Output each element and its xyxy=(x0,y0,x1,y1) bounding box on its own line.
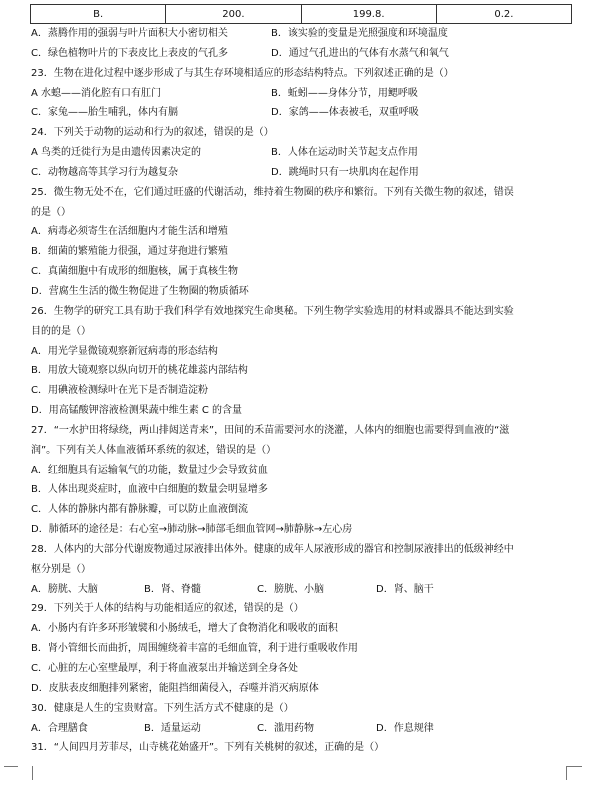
option-b: D．通过气孔进出的气体有水蒸气和氧气 xyxy=(271,47,449,59)
text-line: A．用光学显微镜观察新冠病毒的形态结构 xyxy=(31,345,218,357)
text-line: 23．生物在进化过程中逐步形成了与其生存环境相适应的形态结构特点。下列叙述正确的是（） xyxy=(31,67,454,79)
options-row xyxy=(31,103,571,123)
text-line: 25．微生物无处不在，它们通过旺盛的代谢活动，维持着生物圈的秩序和繁衍。下列有关微生物的叙述，错误 xyxy=(31,186,514,198)
option-c: C．膀胱、小脑 xyxy=(257,583,324,595)
table-cell: 0.2. xyxy=(494,8,514,20)
options-row xyxy=(31,84,571,104)
text-line: B．肾小管细长而曲折，周围缠绕着丰富的毛细血管，利于进行重吸收作用 xyxy=(31,643,358,655)
text-line: D．营腐生生活的微生物促进了生物圈的物质循环 xyxy=(31,285,249,297)
option-a: C．绿色植物叶片的下表皮比上表皮的气孔多 xyxy=(31,47,228,59)
option-a: A 水螅——消化腔有口有肛门 xyxy=(31,87,162,99)
text-line: B．用放大镜观察以纵向切开的桃花雄蕊内部结构 xyxy=(31,365,248,377)
text-line: A．红细胞具有运输氧气的功能，数量过少会导致贫血 xyxy=(31,464,268,476)
table-cell: B. xyxy=(31,5,166,23)
options-row xyxy=(31,580,571,600)
page-corner-mark xyxy=(4,766,18,767)
options-row xyxy=(31,719,571,739)
option-c: C．滥用药物 xyxy=(257,722,314,734)
table-cell: 199.8. xyxy=(302,5,437,23)
options-row xyxy=(31,143,571,163)
page-corner-mark xyxy=(18,766,33,780)
data-table-row xyxy=(30,4,572,24)
question-text-body xyxy=(31,24,571,758)
text-line: 30．健康是人生的宝贵财富。下列生活方式不健康的是（） xyxy=(31,702,294,714)
option-a: A．合理膳食 xyxy=(31,722,88,734)
text-line: 28．人体内的大部分代谢废物通过尿液排出体外。健康的成年人尿液形成的器官和控制尿液排出的低级神经中 xyxy=(31,543,514,555)
options-row xyxy=(31,24,571,44)
text-line: D．皮肤表皮细胞排列紧密，能阻挡细菌侵入，吞噬并消灭病原体 xyxy=(31,682,319,694)
text-line: 的是（） xyxy=(31,206,71,218)
text-line: A．病毒必须寄生在活细胞内才能生活和增殖 xyxy=(31,226,228,238)
option-a: A．蒸腾作用的强弱与叶片面积大小密切相关 xyxy=(31,28,228,39)
text-line: C．人体的静脉内都有静脉瓣，可以防止血液倒流 xyxy=(31,504,248,516)
option-b: D．跳绳时只有一块肌肉在起作用 xyxy=(271,166,419,178)
text-line: B．细菌的繁殖能力很强，通过芽孢进行繁殖 xyxy=(31,246,228,258)
option-b: D．家鸽——体表被毛，双重呼吸 xyxy=(271,107,419,119)
text-line: C．心脏的左心室壁最厚，利于将血液泵出并输送到全身各处 xyxy=(31,663,298,674)
text-line: 润”。下列有关人体血液循环系统的叙述，错误的是（） xyxy=(31,444,277,456)
text-line: D．用高锰酸钾溶液检测果蔬中维生素 C 的含量 xyxy=(31,405,243,417)
text-line: 27．“一水护田将绿绕，两山排闼送青来”，田间的禾苗需要河水的浇灌，人体内的细胞也需要得到血液的“滋 xyxy=(31,424,510,436)
option-b: B．该实验的变量是光照强度和环境温度 xyxy=(271,28,448,39)
option-b: B．适量运动 xyxy=(144,722,201,734)
option-d: D．作息规律 xyxy=(376,722,434,734)
text-line: 24．下列关于动物的运动和行为的叙述，错误的是（） xyxy=(31,127,274,139)
option-a: A 鸟类的迁徙行为是由遗传因素决定的 xyxy=(31,147,202,159)
text-line: 枢分别是（） xyxy=(31,563,91,575)
option-b: B．肾、脊髓 xyxy=(144,583,201,595)
option-b: B．蚯蚓——身体分节，用鳃呼吸 xyxy=(271,87,418,99)
text-line: 26．生物学的研究工具有助于我们科学有效地探究生命奥秘。下列生物学实验选用的材料或器具不能达到实验 xyxy=(31,305,514,317)
page-corner-mark xyxy=(566,766,581,780)
text-line: C．用碘液检测绿叶在光下是否制造淀粉 xyxy=(31,385,208,397)
text-line: 目的的是（） xyxy=(31,325,91,337)
text-line: 31．“人间四月芳菲尽，山寺桃花始盛开”。下列有关桃树的叙述，正确的是（） xyxy=(31,742,385,754)
options-row xyxy=(31,44,571,64)
text-line: C．真菌细胞中有成形的细胞核，属于真核生物 xyxy=(31,266,238,278)
table-cell: 200. xyxy=(166,5,301,23)
page-corner-mark xyxy=(566,766,582,767)
text-line: A．小肠内有许多环形皱襞和小肠绒毛，增大了食物消化和吸收的面积 xyxy=(31,623,338,635)
option-a: A．膀胱、大脑 xyxy=(31,583,98,595)
option-a: C．家兔——胎生哺乳，体内有膈 xyxy=(31,107,178,119)
text-line: B．人体出现炎症时，血液中白细胞的数量会明显增多 xyxy=(31,484,268,496)
text-line: 29．下列关于人体的结构与功能相适应的叙述，错误的是（） xyxy=(31,603,304,615)
options-row xyxy=(31,163,571,183)
text-line: D．肺循环的途径是：右心室→肺动脉→肺部毛细血管网→肺静脉→左心房 xyxy=(31,524,353,536)
option-a: C．动物越高等其学习行为越复杂 xyxy=(31,166,178,178)
option-d: D．肾、脑干 xyxy=(376,583,434,595)
option-b: B．人体在运动时关节起支点作用 xyxy=(271,147,418,159)
